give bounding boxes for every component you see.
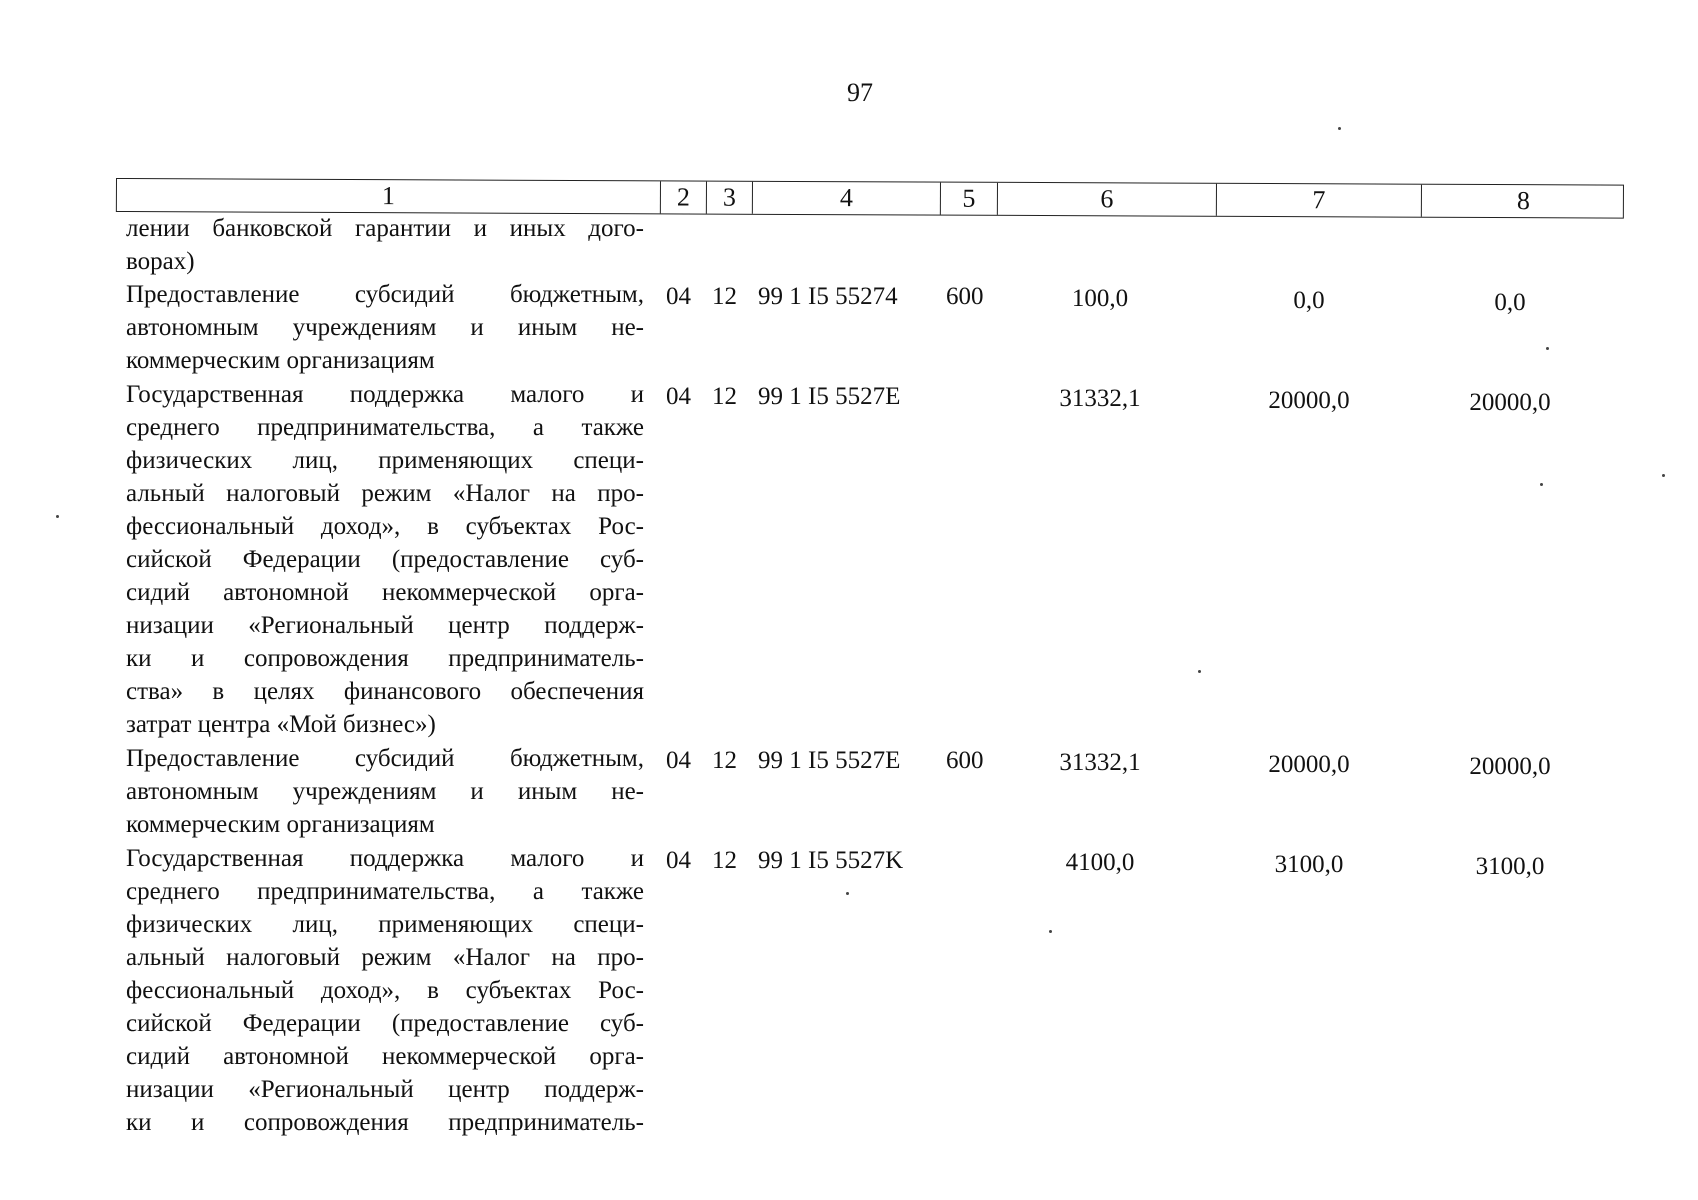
- scan-speck: [846, 892, 849, 895]
- description-line: фессиональный доход», в субъектах Рос-: [126, 513, 644, 540]
- header-col-6: 6: [997, 183, 1216, 216]
- section-code: 04: [666, 283, 691, 310]
- description-line: низации «Региональный центр поддерж-: [126, 612, 644, 639]
- description-line: автономным учреждениям и иным не-: [126, 314, 644, 341]
- header-col-8: 8: [1421, 185, 1625, 218]
- amount-col-8: 3100,0: [1475, 853, 1545, 880]
- description-line: затрат центра «Мой бизнес»): [126, 711, 436, 738]
- amount-col-6: 31332,1: [1059, 749, 1141, 776]
- subsection-code: 12: [712, 747, 737, 774]
- description-line: сийской Федерации (предоставление суб-: [126, 546, 644, 573]
- amount-col-8: 20000,0: [1469, 753, 1551, 780]
- description-line: среднего предпринимательства, а также: [126, 414, 644, 441]
- target-article-code: 99 1 I5 5527E: [758, 383, 901, 410]
- description-line: автономным учреждениям и иным не-: [126, 778, 644, 805]
- scan-speck: [1338, 127, 1341, 130]
- amount-col-7: 3100,0: [1274, 851, 1344, 878]
- description-line: сидий автономной некоммерческой орга-: [126, 579, 644, 606]
- expense-type-code: 600: [946, 747, 984, 774]
- scan-speck: [1198, 670, 1201, 673]
- amount-col-7: 20000,0: [1268, 751, 1350, 778]
- header-col-3: 3: [706, 182, 752, 214]
- header-col-7: 7: [1216, 184, 1421, 217]
- amount-col-7: 0,0: [1293, 287, 1325, 314]
- description-line: Предоставление субсидий бюджетным,: [126, 281, 644, 308]
- subsection-code: 12: [712, 383, 737, 410]
- amount-col-8: 20000,0: [1469, 389, 1551, 416]
- description-line: ки и сопровождения предприниматель-: [126, 645, 644, 672]
- header-col-4: 4: [752, 182, 940, 215]
- description-line: ворах): [126, 248, 195, 275]
- target-article-code: 99 1 I5 55274: [758, 283, 898, 310]
- amount-col-7: 20000,0: [1268, 387, 1350, 414]
- scan-speck: [1540, 483, 1543, 486]
- amount-col-8: 0,0: [1494, 289, 1526, 316]
- scan-speck: [1049, 930, 1052, 933]
- row-description: [126, 742, 644, 841]
- description-line: Государственная поддержка малого и: [126, 381, 644, 408]
- subsection-code: 12: [712, 283, 737, 310]
- row-description: [126, 212, 644, 278]
- description-line: физических лиц, применяющих специ-: [126, 911, 644, 938]
- description-line: сийской Федерации (предоставление суб-: [126, 1010, 644, 1037]
- section-code: 04: [666, 847, 691, 874]
- section-code: 04: [666, 383, 691, 410]
- expense-type-code: 600: [946, 283, 984, 310]
- description-line: Предоставление субсидий бюджетным,: [126, 745, 644, 772]
- description-line: сидий автономной некоммерческой орга-: [126, 1043, 644, 1070]
- subsection-code: 12: [712, 847, 737, 874]
- amount-col-6: 100,0: [1071, 285, 1129, 312]
- header-col-5: 5: [940, 183, 997, 215]
- description-line: физических лиц, применяющих специ-: [126, 447, 644, 474]
- row-description: [126, 278, 644, 377]
- header-col-1: 1: [381, 181, 395, 211]
- target-article-code: 99 1 I5 5527K: [758, 847, 904, 874]
- amount-col-6: 31332,1: [1059, 385, 1141, 412]
- description-line: среднего предпринимательства, а также: [126, 878, 644, 905]
- description-line: альный налоговый режим «Налог на про-: [126, 944, 644, 971]
- amount-col-6: 4100,0: [1065, 849, 1135, 876]
- description-line: лении банковской гарантии и иных дого-: [126, 215, 644, 242]
- description-line: альный налоговый режим «Налог на про-: [126, 480, 644, 507]
- page-number: 97: [847, 78, 873, 107]
- scan-speck: [1662, 474, 1665, 477]
- description-line: ства» в целях финансового обеспечения: [126, 678, 644, 705]
- description-line: ки и сопровождения предприниматель-: [126, 1109, 644, 1136]
- description-line: коммерческим организациям: [126, 811, 435, 838]
- row-description: [126, 378, 644, 741]
- target-article-code: 99 1 I5 5527E: [758, 747, 901, 774]
- description-line: Государственная поддержка малого и: [126, 845, 644, 872]
- header-col-2: 2: [660, 181, 706, 213]
- description-line: фессиональный доход», в субъектах Рос-: [126, 977, 644, 1004]
- row-description: [126, 842, 644, 1139]
- description-line: коммерческим организациям: [126, 347, 435, 374]
- scan-speck: [56, 515, 59, 518]
- section-code: 04: [666, 747, 691, 774]
- description-line: низации «Региональный центр поддерж-: [126, 1076, 644, 1103]
- scan-speck: [1546, 347, 1549, 350]
